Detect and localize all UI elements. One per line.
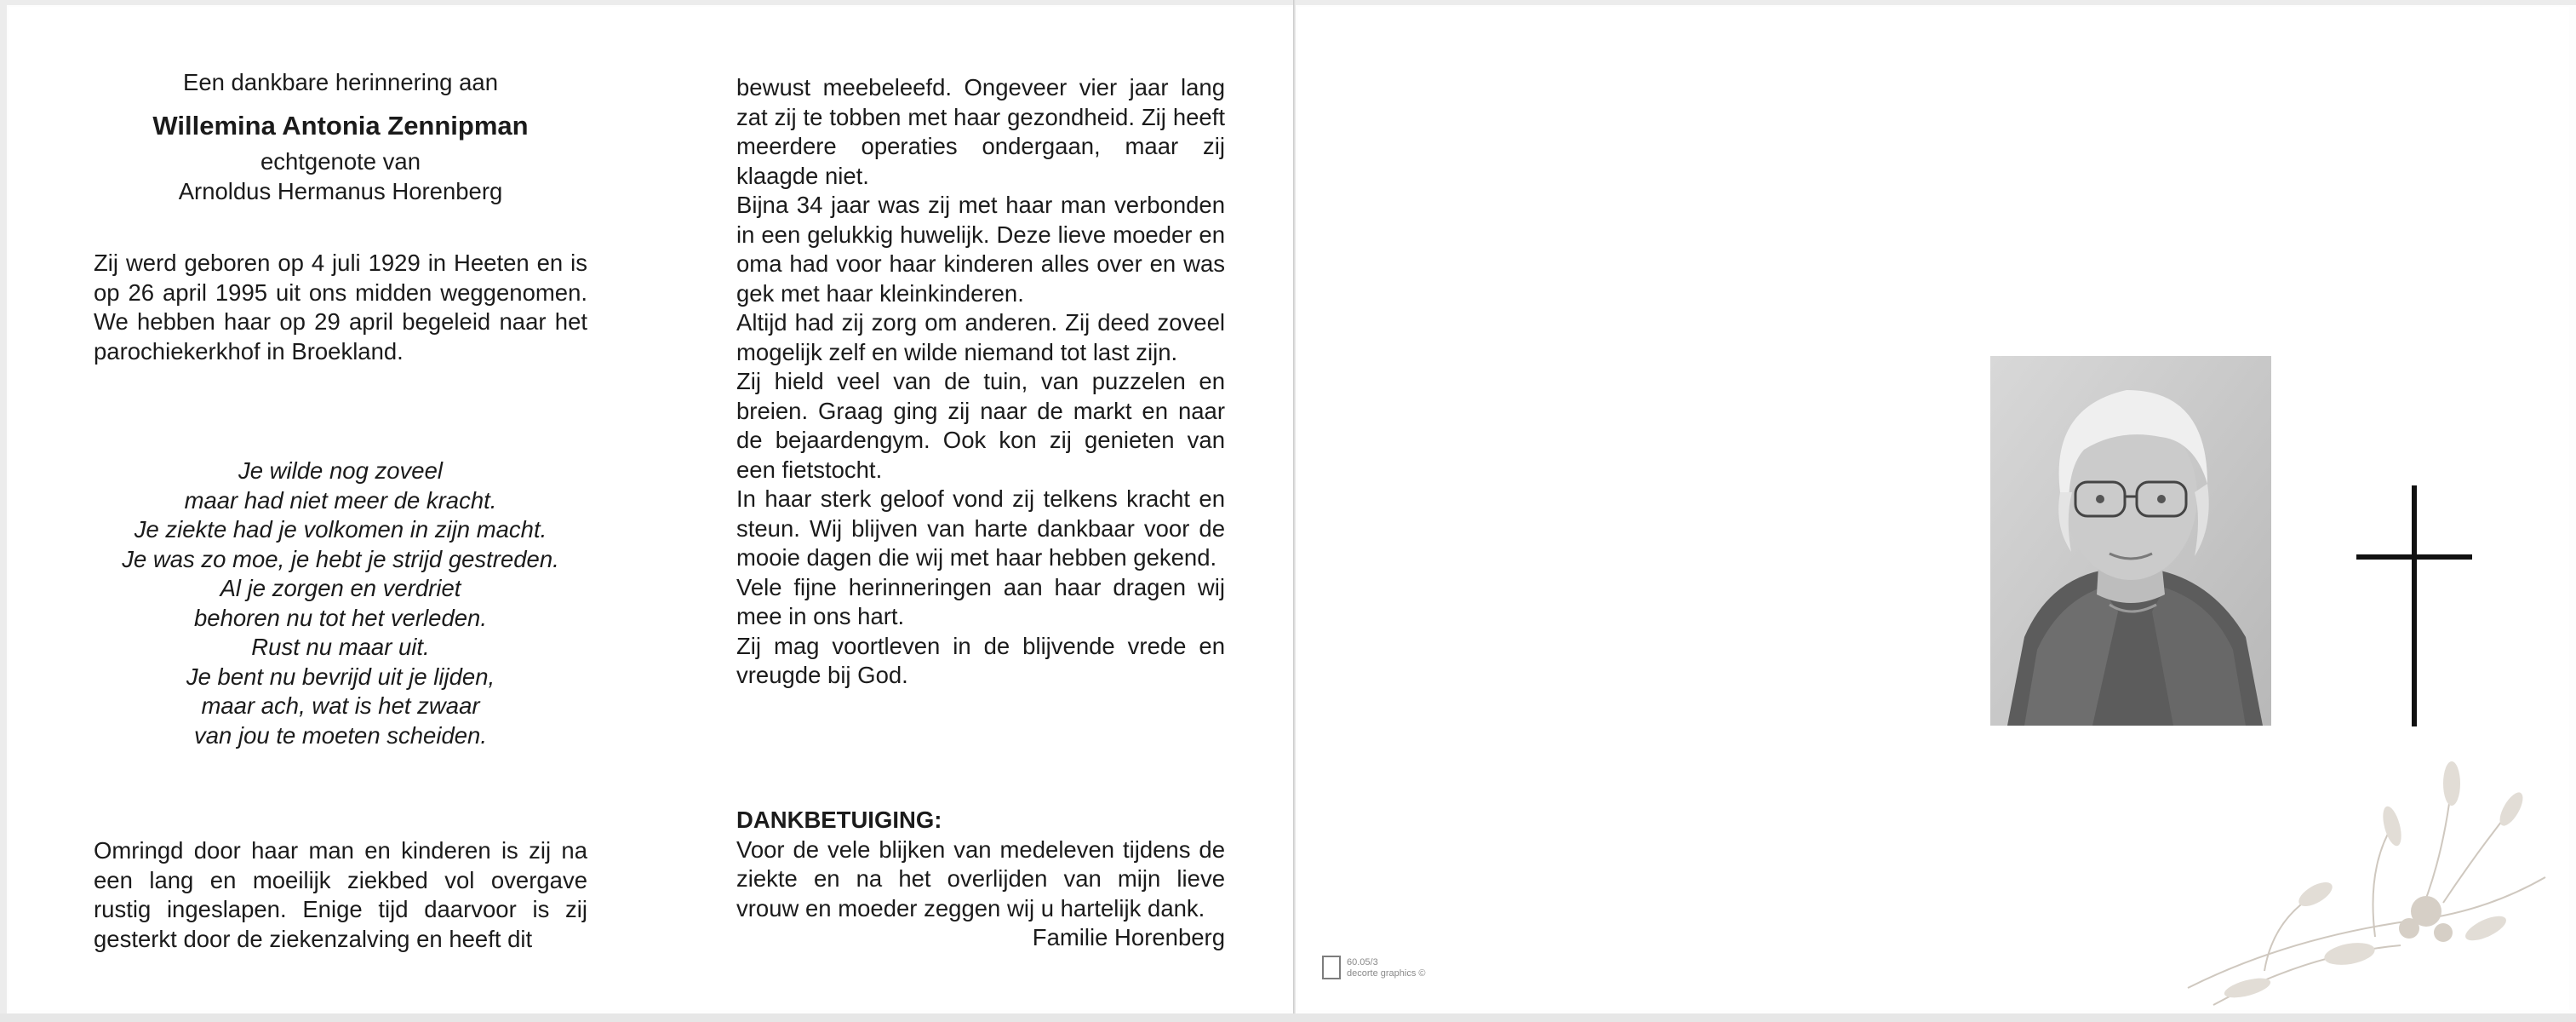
poem-line: Rust nu maar uit. [251,634,430,660]
story-paragraph: Zij mag voortleven in de blijvende vrede en vreugde bij God. [736,632,1225,688]
acknowledgement [736,806,1225,953]
poem-line: Je ziekte had je volkomen in zijn macht. [134,516,547,543]
deceased-name: Willemina Antonia Zennipman [152,110,529,141]
poem-line: van jou te moeten scheiden. [194,721,487,749]
story-paragraph: Bijna 34 jaar was zij met haar man verbonden in een gelukkig huwelijk. Deze lieve moeder en oma had voor haar kinderen alles over en was gek met haar kleinkinderen. [736,192,1225,307]
scan-edge-bottom [0,1013,2576,1022]
story-paragraph: bewust meebeleefd. Ongeveer vier jaar lang zat zij te tobben met haar gezondheid. Zij heeft meerdere operaties ondergaan, maar zij klaagde niet. [736,74,1225,189]
story-paragraph: In haar sterk geloof vond zij telkens kracht en steun. Wij blijven van harte dankbaar voor de mooie dagen die wij met haar hebben gekend. [736,485,1225,571]
acknowledgement-title: DANKBETUIGING: [736,807,942,833]
floral-ornament [2162,732,2562,1013]
imprint-brand: decorte graphics © [1347,968,1426,979]
spouse-name: Arnoldus Hermanus Horenberg [178,177,503,204]
intro-line: Een dankbare herinnering aan [182,69,498,95]
bio-paragraph: Zij werd geboren op 4 juli 1929 in Heeten en is op 26 april 1995 uit ons midden weggenomen. We hebben haar op 29 april begeleid naar het parochiekerkhof in Broekland. [94,250,587,365]
cross-icon-bar [2356,554,2472,560]
scan-edge-top [0,0,2576,5]
poem-line: Je was zo moe, je hebt je strijd gestreden. [122,545,559,572]
signature: Familie Horenberg [1032,924,1225,950]
poem-line: Je bent nu bevrijd uit je lijden, [186,663,495,690]
imprint-logo [1322,956,1341,979]
story-paragraph: Zij hield veel van de tuin, van puzzelen en breien. Graag ging zij naar de markt en naar de bejaardengym. Ook kon zij genieten van een fietstocht. [736,368,1225,483]
poem-line: maar had niet meer de kracht. [184,486,497,514]
scan-edge-left [0,0,7,1022]
spouse-label: echtgenote van [260,148,421,175]
poem-line: maar ach, wat is het zwaar [201,692,480,719]
imprint [1347,957,1426,979]
fold-line [1293,0,1296,1022]
poem-line: Al je zorgen en verdriet [220,575,461,601]
poem [94,456,587,750]
life-story [736,73,1225,691]
poem-line: Je wilde nog zoveel [238,457,443,484]
story-paragraph: Vele fijne herinneringen aan haar dragen wij mee in ons hart. [736,573,1225,629]
cross-icon [2412,485,2417,726]
intro-block [94,68,587,206]
poem-line: behoren nu tot het verleden. [193,604,487,631]
acknowledgement-body: Voor de vele blijken van medeleven tijdens de ziekte en na het overlijden van mijn lieve vrouw en moeder zeggen wij u hartelijk dank. [736,835,1225,922]
closing-paragraph: Omringd door haar man en kinderen is zij na een lang en moeilijk ziekbed vol overgave rustig ingeslapen. Enige tijd daarvoor is zij gesterkt door de ziekenzalving en heeft dit [94,837,587,952]
portrait-photo [1990,356,2271,726]
imprint-code: 60.05/3 [1347,957,1378,967]
story-paragraph: Altijd had zij zorg om anderen. Zij deed zoveel mogelijk zelf en wilde niemand tot last zijn. [736,309,1225,365]
